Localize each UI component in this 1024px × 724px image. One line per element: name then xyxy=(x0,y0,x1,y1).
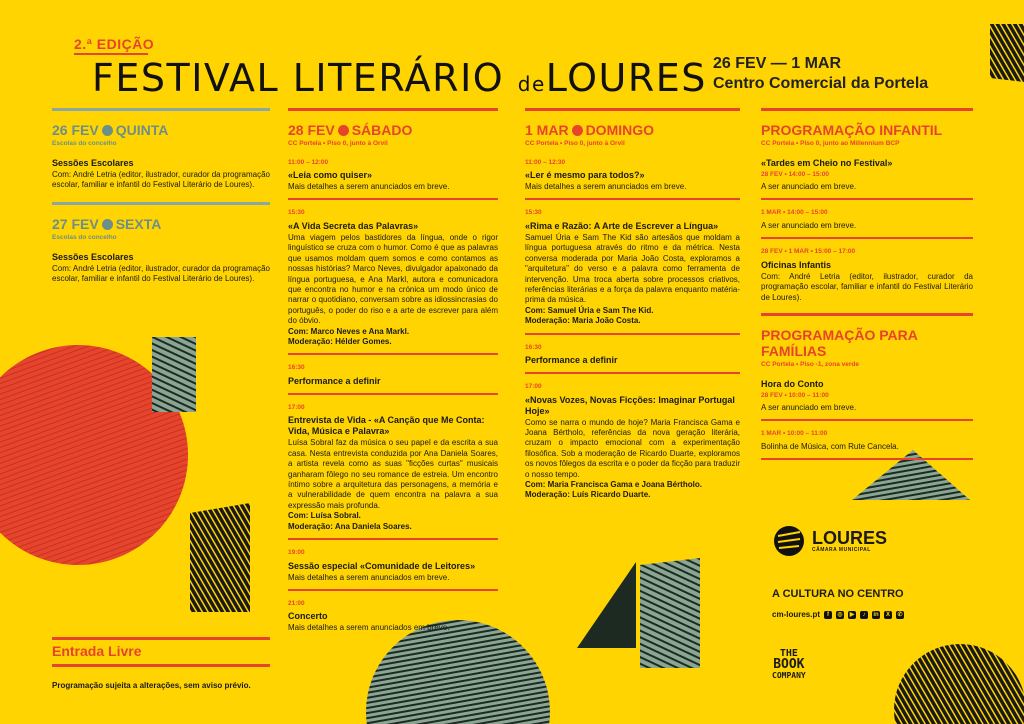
event-time: 17:00 xyxy=(288,403,305,411)
event-time: 16:30 xyxy=(525,343,542,351)
event-title: «A Vida Secreta das Palavras» xyxy=(288,220,419,231)
separator xyxy=(288,353,498,355)
event-time: 15:30 xyxy=(288,209,305,217)
event-text: A ser anunciado em breve. xyxy=(761,220,857,230)
event-time: 19:00 xyxy=(288,549,305,557)
event-text: Com: André Letria (editor, ilustrador, curador da programação escolar, familiar e infantil do Festival Literário de Loures). xyxy=(761,271,973,302)
entrada-livre: Entrada Livre xyxy=(52,643,142,659)
day-heading-28 xyxy=(288,122,498,138)
familias-title xyxy=(761,327,973,359)
event-title: Concerto xyxy=(288,611,328,622)
day-heading-26 xyxy=(52,122,270,138)
event-text: Mais detalhes a serem anunciados em breve. xyxy=(288,623,450,633)
event-title: Sessões Escolares xyxy=(52,251,134,262)
event-text: Samuel Úria e Sam The Kid são artesãos que moldam a língua portuguesa através do ritmo e da métrica. Nesta conversa moderada por Maria João Costa, exploramos a "arquitetura" do verso e a palavra como ferramenta de intervenção. Uma troca aberta sobre processos criativos, referências literárias e a força da palavra enquanto matéria-prima da música. xyxy=(525,232,740,305)
rule xyxy=(761,313,973,316)
separator xyxy=(761,419,973,421)
separator xyxy=(761,198,973,200)
event-text: Mais detalhes a serem anunciados em breve. xyxy=(288,572,450,582)
event-title: Sessão especial «Comunidade de Leitores» xyxy=(288,560,476,571)
book-line-3: COMPANY xyxy=(772,671,806,680)
event-time: 28 FEV • 14:00 – 15:00 xyxy=(761,170,830,178)
edition-label: 2.ª EDIÇÃO xyxy=(74,36,155,52)
event-time: 11:00 – 12:00 xyxy=(288,158,329,166)
day-date: 1 MAR xyxy=(525,122,569,138)
texture-block-3 xyxy=(640,558,700,668)
separator xyxy=(525,372,740,374)
rule xyxy=(288,108,498,111)
event-title: Performance a definir xyxy=(288,375,381,386)
disclaimer: Programação sujeita a alterações, sem aviso prévio. xyxy=(52,681,251,690)
familias-title-line1: PROGRAMAÇÃO PARA xyxy=(761,327,918,344)
website-row xyxy=(772,610,904,619)
location: CC Portela • Piso 0, junto à Orvil xyxy=(288,140,388,147)
day-date: 27 FEV xyxy=(52,216,99,233)
day-weekday: DOMINGO xyxy=(585,122,655,138)
loures-logo xyxy=(772,522,887,560)
tiktok-icon[interactable]: ♪ xyxy=(860,611,868,619)
dot-icon xyxy=(338,125,349,136)
familias-subtitle: Hora do Conto xyxy=(761,378,824,389)
location: CC Portela • Piso 0, junto ao Millennium BCP xyxy=(761,140,900,147)
event-text: A ser anunciado em breve. xyxy=(761,182,857,191)
event-title: «Leia como quiser» xyxy=(288,170,373,180)
youtube-icon[interactable]: ▶ xyxy=(849,611,855,618)
event-moderator: Moderação: Hélder Gomes. xyxy=(288,336,392,346)
linkedin-icon[interactable]: in xyxy=(873,611,879,618)
day-date: 26 FEV xyxy=(52,122,99,138)
event-title: «Rima e Razão: A Arte de Escrever a Língua» xyxy=(525,220,719,231)
rule xyxy=(525,108,740,111)
separator xyxy=(288,393,498,395)
event-title: «Novas Vozes, Novas Ficções: Imaginar Portugal Hoje» xyxy=(525,394,735,416)
rule xyxy=(52,108,270,111)
event-text: Mais detalhes a serem anunciados em breve. xyxy=(288,182,450,191)
separator xyxy=(288,538,498,540)
festival-dates-venue xyxy=(713,54,928,94)
column-kids-families xyxy=(761,108,973,468)
festival-dates: 26 FEV — 1 MAR xyxy=(713,55,842,72)
event-text: Como se narra o mundo de hoje? Maria Francisca Gama e Joana Bértholo, referências da nova geração literária, cruzam o impacto emocional com a experimentação filosófica. Sob a moderação de Ricardo Duarte, exploramos os novos fôlegos da escrita e o poder da ficção para traduzir o nosso tempo. xyxy=(525,417,740,479)
event-participants: Com: Samuel Úria e Sam The Kid. xyxy=(525,305,654,315)
rule xyxy=(52,202,270,205)
texture-block-1 xyxy=(152,337,196,412)
title-de: de xyxy=(517,72,546,96)
event-time: 1 MAR • 14:00 – 15:00 xyxy=(761,209,828,217)
column-saturday xyxy=(288,108,498,634)
event-time: 1 MAR • 10:00 – 11:00 xyxy=(761,430,828,438)
separator xyxy=(288,589,498,591)
instagram-icon[interactable]: ◎ xyxy=(837,611,843,618)
location: Escolas do concelho xyxy=(52,140,117,147)
dot-icon xyxy=(102,125,113,136)
location: Escolas do concelho xyxy=(52,234,117,242)
event-participants: Com: Luísa Sobral. xyxy=(288,511,361,521)
corner-top-right xyxy=(990,24,1024,82)
saturday-events xyxy=(288,158,498,634)
event-participants: Com: Marco Neves e Ana Markl. xyxy=(288,326,410,336)
column-school-days xyxy=(52,108,270,285)
whatsapp-icon[interactable]: ✆ xyxy=(897,611,903,618)
title-part-a: FESTIVAL LITERÁRIO xyxy=(92,56,505,100)
event-title: Entrevista de Vida - «A Canção que Me Conta: Vida, Música e Palavra» xyxy=(288,415,485,437)
event-title: Sessões Escolares xyxy=(52,157,134,168)
event-title: Performance a definir xyxy=(525,355,618,366)
title-part-b: LOURES xyxy=(545,56,707,100)
event-text: A ser anunciado em breve. xyxy=(761,403,857,413)
separator xyxy=(525,333,740,335)
familias-title-line2: FAMÍLIAS xyxy=(761,343,827,360)
event-text: Com: André Letria (editor, ilustrador, curador da programação escolar, familiar e infantil do Festival Literário de Loures). xyxy=(52,169,270,189)
dot-icon xyxy=(572,125,583,136)
infantil-subtitle: «Tardes em Cheio no Festival» xyxy=(761,157,893,168)
event-participants: Com: Maria Francisca Gama e Joana Bértholo. xyxy=(525,480,702,489)
cultura-slogan: A CULTURA NO CENTRO xyxy=(772,588,904,600)
event-time: 11:00 – 12:30 xyxy=(525,158,566,166)
event-moderator: Moderação: Ana Daniela Soares. xyxy=(288,521,412,531)
event-time: 15:30 xyxy=(525,209,542,217)
facebook-icon[interactable]: f xyxy=(824,611,832,619)
event-text: Luísa Sobral faz da música o seu papel e da escrita a sua casa. Nesta entrevista conduzida por Ana Daniela Soares, a artista revela como as suas "ficções curtas" musicais ganharam fôlego no seu romance de estreia. Um encontro íntimo sobre a arquitetura das personagens, a memória e a vulnerabilidade de quem encontra na palavra a sua expressão mais profunda. xyxy=(288,438,498,510)
loures-name: LOURES xyxy=(812,528,888,548)
texture-block-2 xyxy=(190,503,250,612)
entrada-rule-bottom xyxy=(52,664,270,667)
event-time: 21:00 xyxy=(288,599,305,607)
event-text: Com: André Letria (editor, ilustrador, curador da programação escolar, familiar e infantil do Festival Literário de Loures). xyxy=(52,263,270,284)
book-company-logo xyxy=(772,648,806,681)
separator xyxy=(288,198,498,200)
day-heading-1mar xyxy=(525,122,740,138)
green-circle-bottom xyxy=(366,620,550,724)
event-moderator: Moderação: Maria João Costa. xyxy=(525,316,641,326)
day-weekday: SEXTA xyxy=(115,216,162,233)
event-time: 28 FEV • 10:00 – 11:00 xyxy=(761,391,829,399)
event-title: «Ler é mesmo para todos?» xyxy=(525,170,645,180)
column-sunday xyxy=(525,108,740,501)
event-title: Oficinas Infantis xyxy=(761,259,832,270)
day-weekday: SÁBADO xyxy=(351,122,413,138)
website-link[interactable]: cm-loures.pt xyxy=(772,610,821,619)
edition-underline xyxy=(74,53,148,55)
event-text: Uma viagem pelos bastidores da língua, onde o rigor linguístico se cruza com o humor. Como é que as palavras que usamos moldam quem somos e como contamos as nossas histórias? Marco Neves, divulgador apaixonado da língua portuguesa, e Ana Markl, autora e comunicadora que encontra no humor e na crónica um modo único de narrar o quotidiano, conversam sobre as idiossincrasias do português, o poder do riso e a arte de escrever para além do óbvio. xyxy=(288,232,498,326)
separator xyxy=(525,198,740,200)
rule xyxy=(761,108,973,111)
location: CC Portela • Piso 0, junto à Orvil xyxy=(525,140,625,147)
loures-emblem-icon xyxy=(772,522,806,560)
event-moderator: Moderação: Luís Ricardo Duarte. xyxy=(525,490,651,500)
location: CC Portela • Piso -1, zona verde xyxy=(761,361,859,369)
festival-title xyxy=(92,56,707,100)
day-weekday: QUINTA xyxy=(115,122,169,138)
x-icon[interactable]: X xyxy=(886,611,891,618)
sunday-events xyxy=(525,158,740,501)
day-date: 28 FEV xyxy=(288,122,335,138)
black-circle xyxy=(894,644,1024,724)
separator xyxy=(761,458,973,460)
day-heading-27 xyxy=(52,216,270,232)
entrada-rule-top xyxy=(52,637,270,640)
event-text: Bolinha de Música, com Rute Cancela. xyxy=(761,441,899,451)
event-time: 28 FEV • 1 MAR • 15:00 – 17:00 xyxy=(761,248,856,256)
separator xyxy=(761,237,973,239)
event-text: Mais detalhes a serem anunciados em breve. xyxy=(525,182,687,191)
event-time: 16:30 xyxy=(288,364,305,372)
event-time: 17:00 xyxy=(525,383,542,391)
infantil-title: PROGRAMAÇÃO INFANTIL xyxy=(761,122,943,138)
loures-sub: CÂMARA MUNICIPAL xyxy=(812,547,871,553)
book-line-2: BOOK xyxy=(773,657,805,672)
festival-venue: Centro Comercial da Portela xyxy=(713,75,929,92)
book-line-1: THE xyxy=(779,648,798,659)
triangle-shape xyxy=(577,562,636,648)
dot-icon xyxy=(102,219,113,230)
